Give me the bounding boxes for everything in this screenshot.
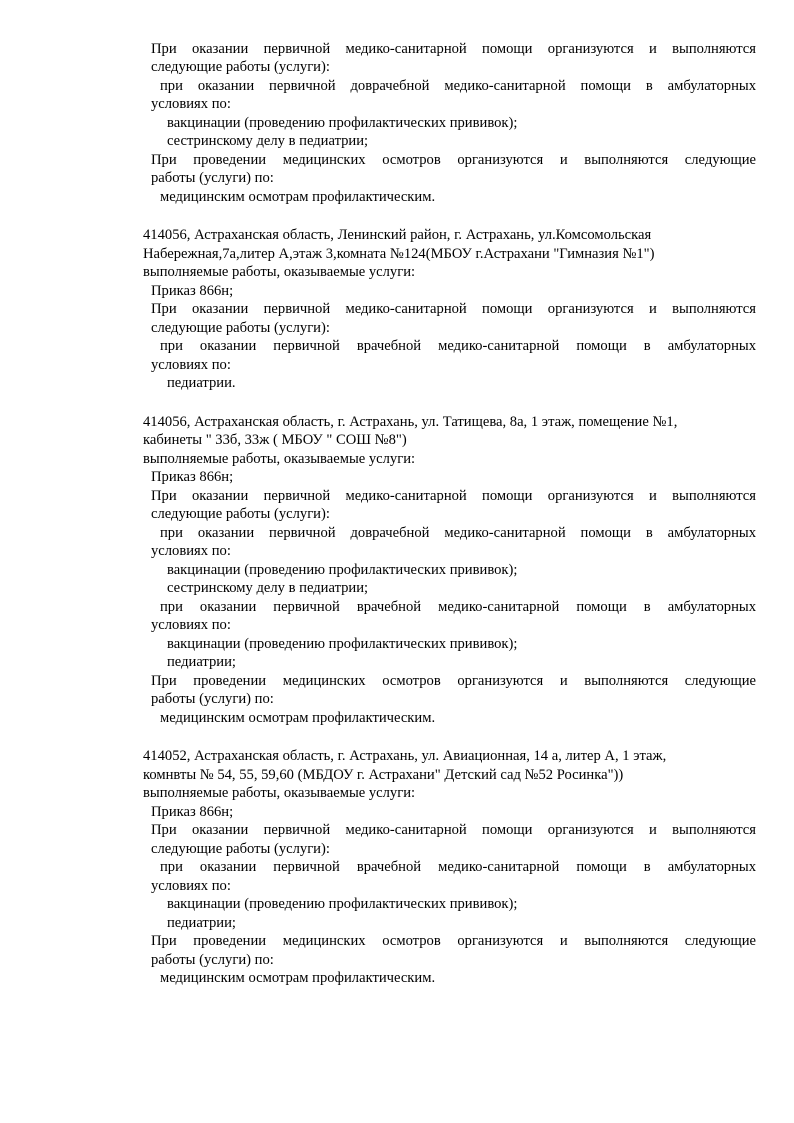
block1-line-3: при оказании первичной врачебной медико-санитарной помощи в амбулаторных	[160, 338, 756, 354]
intro-line-4: условиях по:	[151, 96, 231, 112]
block2-line-4: условиях по:	[151, 543, 231, 559]
block2-line-9: вакцинации (проведению профилактических прививок);	[167, 636, 518, 652]
intro-line-1: При оказании первичной медико-санитарной помощи организуются и выполняются	[151, 41, 756, 57]
intro-line-3: при оказании первичной доврачебной медико-санитарной помощи в амбулаторных	[160, 78, 756, 94]
block2-line-10: педиатрии;	[167, 654, 236, 670]
block2-works-heading: выполняемые работы, оказываемые услуги:	[143, 451, 416, 467]
block2-line-8: условиях по:	[151, 617, 231, 633]
block3-line-3: при оказании первичной врачебной медико-санитарной помощи в амбулаторных	[160, 859, 756, 875]
block2-line-2: следующие работы (услуги):	[151, 506, 330, 522]
block3-address-line-2: комнвты № 54, 55, 59,60 (МБДОУ г. Астрахани" Детский сад №52 Росинка"))	[143, 767, 624, 783]
block3-line-6: педиатрии;	[167, 915, 236, 931]
intro-line-7: При проведении медицинских осмотров организуются и выполняются следующие	[151, 152, 756, 168]
block1-works-heading: выполняемые работы, оказываемые услуги:	[143, 264, 416, 280]
block3-line-5: вакцинации (проведению профилактических прививок);	[167, 896, 518, 912]
block1-line-1: При оказании первичной медико-санитарной помощи организуются и выполняются	[151, 301, 756, 317]
block1-line-5: педиатрии.	[167, 375, 236, 391]
block2-line-6: сестринскому делу в педиатрии;	[167, 580, 369, 596]
block1-line-2: следующие работы (услуги):	[151, 320, 330, 336]
block3-works-heading: выполняемые работы, оказываемые услуги:	[143, 785, 416, 801]
block3-line-4: условиях по:	[151, 878, 231, 894]
block2-line-5: вакцинации (проведению профилактических прививок);	[167, 562, 518, 578]
block3-order: Приказ 866н;	[151, 804, 234, 820]
block2-address-line-1: 414056, Астраханская область, г. Астрахань, ул. Татищева, 8а, 1 этаж, помещение №1,	[143, 414, 678, 430]
block2-line-12: работы (услуги) по:	[151, 691, 274, 707]
block2-line-11: При проведении медицинских осмотров организуются и выполняются следующие	[151, 673, 756, 689]
block2-address-line-2: кабинеты " 33б, 33ж ( МБОУ " СОШ №8")	[143, 432, 407, 448]
block3-line-8: работы (услуги) по:	[151, 952, 274, 968]
block2-line-13: медицинским осмотрам профилактическим.	[160, 710, 436, 726]
intro-line-8: работы (услуги) по:	[151, 170, 274, 186]
intro-line-9: медицинским осмотрам профилактическим.	[160, 189, 436, 205]
block3-line-9: медицинским осмотрам профилактическим.	[160, 970, 436, 986]
block3-line-2: следующие работы (услуги):	[151, 841, 330, 857]
intro-line-5: вакцинации (проведению профилактических прививок);	[167, 115, 518, 131]
block3-line-1: При оказании первичной медико-санитарной помощи организуются и выполняются	[151, 822, 756, 838]
block3-address-line-1: 414052, Астраханская область, г. Астрахань, ул. Авиационная, 14 а, литер А, 1 этаж,	[143, 748, 667, 764]
block2-line-1: При оказании первичной медико-санитарной помощи организуются и выполняются	[151, 488, 756, 504]
block2-line-7: при оказании первичной врачебной медико-санитарной помощи в амбулаторных	[160, 599, 756, 615]
block2-order: Приказ 866н;	[151, 469, 234, 485]
block1-line-4: условиях по:	[151, 357, 231, 373]
block1-address-line-2: Набережная,7а,литер А,этаж 3,комната №124(МБОУ г.Астрахани "Гимназия №1")	[143, 246, 655, 262]
block3-line-7: При проведении медицинских осмотров организуются и выполняются следующие	[151, 933, 756, 949]
intro-line-6: сестринскому делу в педиатрии;	[167, 133, 369, 149]
block1-address-line-1: 414056, Астраханская область, Ленинский район, г. Астрахань, ул.Комсомольская	[143, 227, 652, 243]
block1-order: Приказ 866н;	[151, 283, 234, 299]
intro-line-2: следующие работы (услуги):	[151, 59, 330, 75]
block2-line-3: при оказании первичной доврачебной медико-санитарной помощи в амбулаторных	[160, 525, 756, 541]
